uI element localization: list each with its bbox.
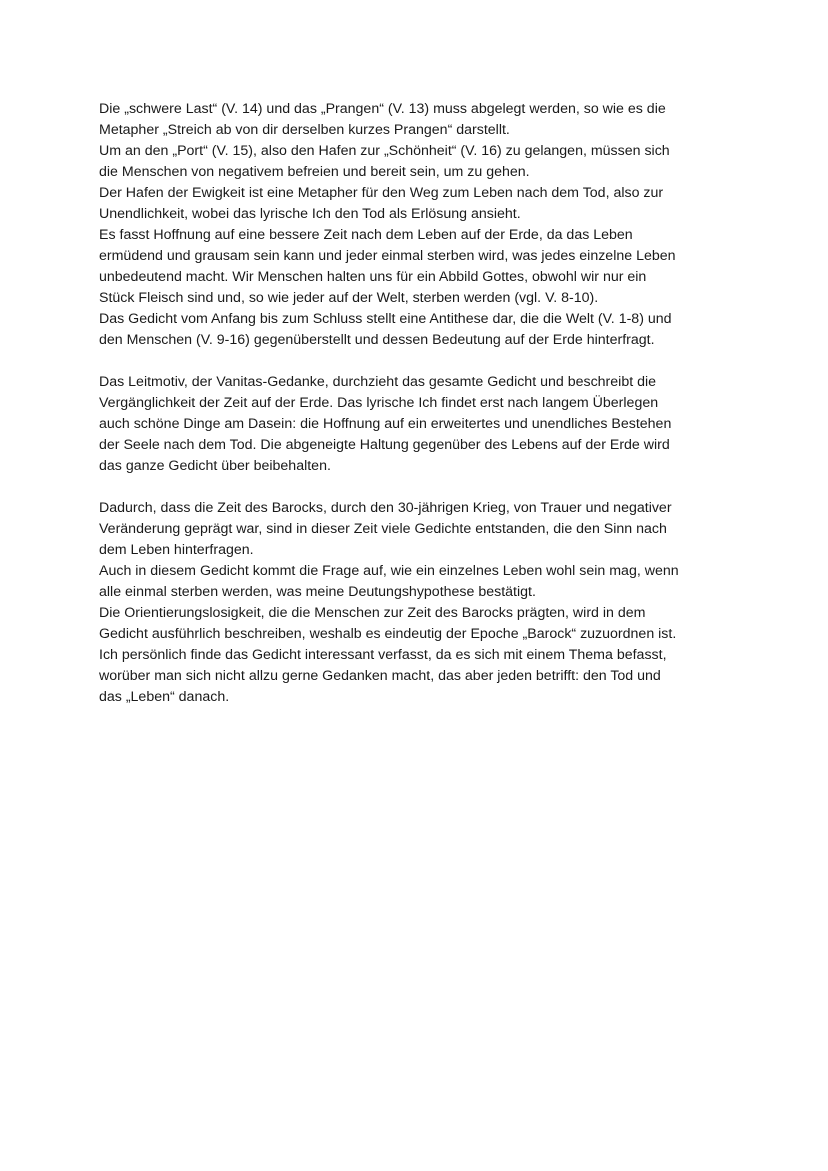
text-line: Ich persönlich finde das Gedicht interessant verfasst, da es sich mit einem Thema befasst, bbox=[99, 647, 667, 663]
text-line: Auch in diesem Gedicht kommt die Frage auf, wie ein einzelnes Leben wohl sein mag, wenn bbox=[99, 563, 679, 579]
text-line: unbedeutend macht. Wir Menschen halten uns für ein Abbild Gottes, obwohl wir nur ein bbox=[99, 269, 647, 285]
text-line: Es fasst Hoffnung auf eine bessere Zeit nach dem Leben auf der Erde, da das Leben bbox=[99, 227, 633, 243]
document-body bbox=[99, 99, 739, 708]
text-line: worüber man sich nicht allzu gerne Gedanken macht, das aber jeden betrifft: den Tod und bbox=[99, 668, 661, 684]
text-line: auch schöne Dinge am Dasein: die Hoffnung auf ein erweitertes und unendliches Bestehen bbox=[99, 416, 672, 432]
text-line: Die „schwere Last“ (V. 14) und das „Prangen“ (V. 13) muss abgelegt werden, so wie es die bbox=[99, 101, 666, 117]
text-line: das ganze Gedicht über beibehalten. bbox=[99, 458, 331, 474]
text-line: Das Leitmotiv, der Vanitas-Gedanke, durchzieht das gesamte Gedicht und beschreibt die bbox=[99, 374, 657, 390]
text-line: die Menschen von negativem befreien und bereit sein, um zu gehen. bbox=[99, 164, 530, 180]
text-line: Gedicht ausführlich beschreiben, weshalb es eindeutig der Epoche „Barock“ zuzuordnen ist. bbox=[99, 626, 677, 642]
text-line: Der Hafen der Ewigkeit ist eine Metapher für den Weg zum Leben nach dem Tod, also zur bbox=[99, 185, 664, 201]
text-line: Um an den „Port“ (V. 15), also den Hafen zur „Schönheit“ (V. 16) zu gelangen, müssen sich bbox=[99, 143, 670, 159]
paragraph-gap bbox=[99, 477, 739, 498]
text-line: den Menschen (V. 9-16) gegenüberstellt und dessen Bedeutung auf der Erde hinterfragt. bbox=[99, 332, 655, 348]
text-line: Veränderung geprägt war, sind in dieser Zeit viele Gedichte entstanden, die den Sinn nach bbox=[99, 521, 667, 537]
text-line: dem Leben hinterfragen. bbox=[99, 542, 254, 558]
text-line: Unendlichkeit, wobei das lyrische Ich den Tod als Erlösung ansieht. bbox=[99, 206, 521, 222]
text-line: Metapher „Streich ab von dir derselben kurzes Prangen“ darstellt. bbox=[99, 122, 510, 138]
text-line: Vergänglichkeit der Zeit auf der Erde. Das lyrische Ich findet erst nach langem Überlegen bbox=[99, 395, 659, 411]
paragraph-gap bbox=[99, 351, 739, 372]
text-line: Stück Fleisch sind und, so wie jeder auf der Welt, sterben werden (vgl. V. 8-10). bbox=[99, 290, 599, 306]
text-line: alle einmal sterben werden, was meine Deutungshypothese bestätigt. bbox=[99, 584, 536, 600]
text-line: Dadurch, dass die Zeit des Barocks, durch den 30-jährigen Krieg, von Trauer und negativer bbox=[99, 500, 672, 516]
text-line: das „Leben“ danach. bbox=[99, 689, 230, 705]
text-line: Die Orientierungslosigkeit, die die Menschen zur Zeit des Barocks prägten, wird in dem bbox=[99, 605, 646, 621]
text-line: der Seele nach dem Tod. Die abgeneigte Haltung gegenüber des Lebens auf der Erde wird bbox=[99, 437, 670, 453]
text-line: ermüdend und grausam sein kann und jeder einmal sterben wird, was jedes einzelne Leben bbox=[99, 248, 676, 264]
text-line: Das Gedicht vom Anfang bis zum Schluss stellt eine Antithese dar, die die Welt (V. 1-8) und bbox=[99, 311, 672, 327]
